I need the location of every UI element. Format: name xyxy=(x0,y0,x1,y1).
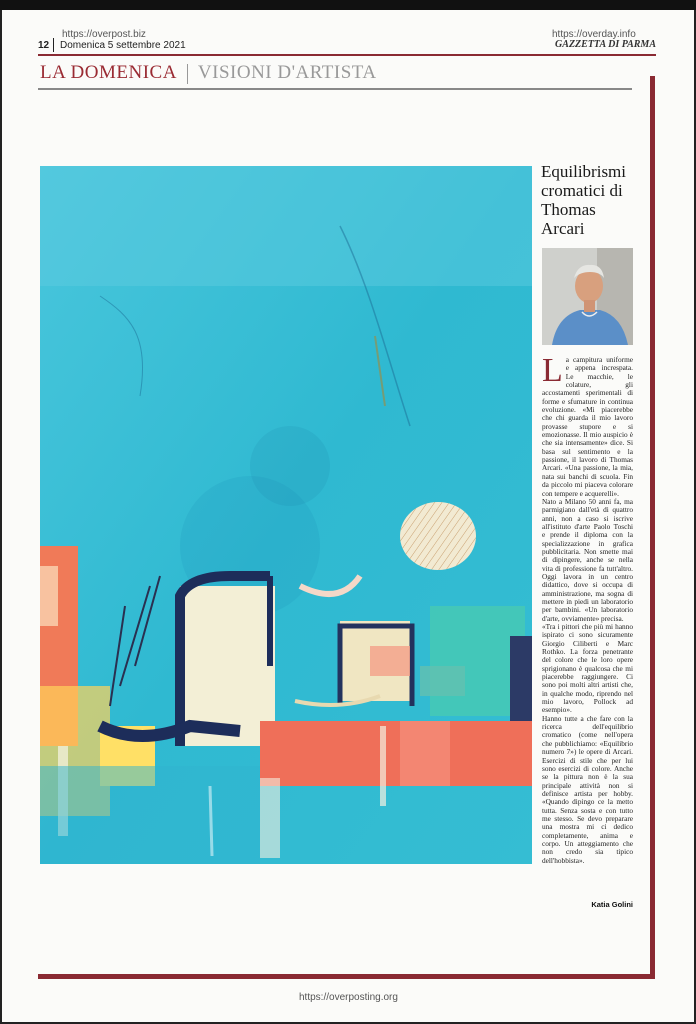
header-divider xyxy=(53,38,54,52)
page-frame-bottom xyxy=(38,974,655,979)
section-divider xyxy=(187,64,188,84)
drop-cap: L xyxy=(542,352,563,389)
header-rule xyxy=(38,54,656,56)
section-rule xyxy=(38,88,632,90)
issue-date: Domenica 5 settembre 2021 xyxy=(60,40,186,51)
watermark-bottom[interactable]: https://overposting.org xyxy=(299,992,398,1003)
article-body xyxy=(542,352,633,865)
paragraph-text: a campitura uniforme e appena increspata. Le macchie, le colature, gli accostamenti sperimentali di forme e sfumature in continua evoluzione. «Mi piacerebbe che chi guarda il mio lavoro provasse stupore e si emozionasse. Il mio auspicio è che sia intensamente» dice. Si basa sul sentimento e la passione, il lavoro di Thomas Arcari. «Una passione, la mia, nata sui banchi di scuola. Fin da piccolo mi piaceva colorare con tempere e acquerelli». xyxy=(542,355,633,498)
article-paragraph: Nato a Milano 50 anni fa, ma parmigiano dall'età di quattro anni, non a caso si iscrive all'istituto d'arte Paolo Toschi e prende il diploma con la specializzazione in grafica pubblicitaria. Non smette mai di dipingere, anche se nella vita di professione fa tutt'altro. Oggi lavora in un centro didattico, dove si occupa di amministrazione, ma sogna di mettere in piedi un laboratorio per bambini. «Un laboratorio d'arte, ovviamente» precisa. xyxy=(542,496,633,623)
watermark-top-right[interactable]: https://overday.info xyxy=(552,29,636,40)
page-frame-right xyxy=(650,76,655,978)
section-primary: LA DOMENICA xyxy=(40,62,177,83)
author-portrait xyxy=(542,248,633,345)
article-author: Katia Golini xyxy=(591,900,633,909)
window-top-bar xyxy=(0,0,696,10)
article-paragraph xyxy=(542,352,633,498)
section-heading xyxy=(40,62,377,84)
article-paragraph: «Tra i pittori che più mi hanno ispirato ci sono sicuramente Giorgio Ciliberti e Marc Rothko. La forza penetrante del colore che le loro opere sprigionano è qualcosa che mi piacerebbe raggiungere. Ci sono poi molti altri artisti che, in qualche modo, riprendo nel mio lavoro, Pollock ad esempio». xyxy=(542,622,633,715)
article-paragraph: Hanno tutte a che fare con la ricerca dell'equilibrio cromatico (come nell'opera che pubblichiamo: «Equilibrio numero 7») le opere di Arcari. Esercizi di stile che per lui sono esercizi di colore. Anche se la pittura non è la sua principale attività non si definisce artista per hobby. «Quando dipingo ce la metto tutta. Senza sosta e con tutto me stesso. Se devo preparare una mostra mi ci dedico completamente, anima e corpo. Un atteggiamento che non credo sia tipico dell'hobbista». xyxy=(542,713,633,865)
section-secondary: VISIONI D'ARTISTA xyxy=(197,62,377,83)
newspaper-name: GAZZETTA DI PARMA xyxy=(555,39,656,50)
article-headline: Equilibrismi cromatici di Thomas Arcari xyxy=(541,162,626,238)
page-number: 12 xyxy=(38,40,50,51)
painting-image xyxy=(40,166,532,864)
watermark-top-left[interactable]: https://overpost.biz xyxy=(62,29,146,40)
